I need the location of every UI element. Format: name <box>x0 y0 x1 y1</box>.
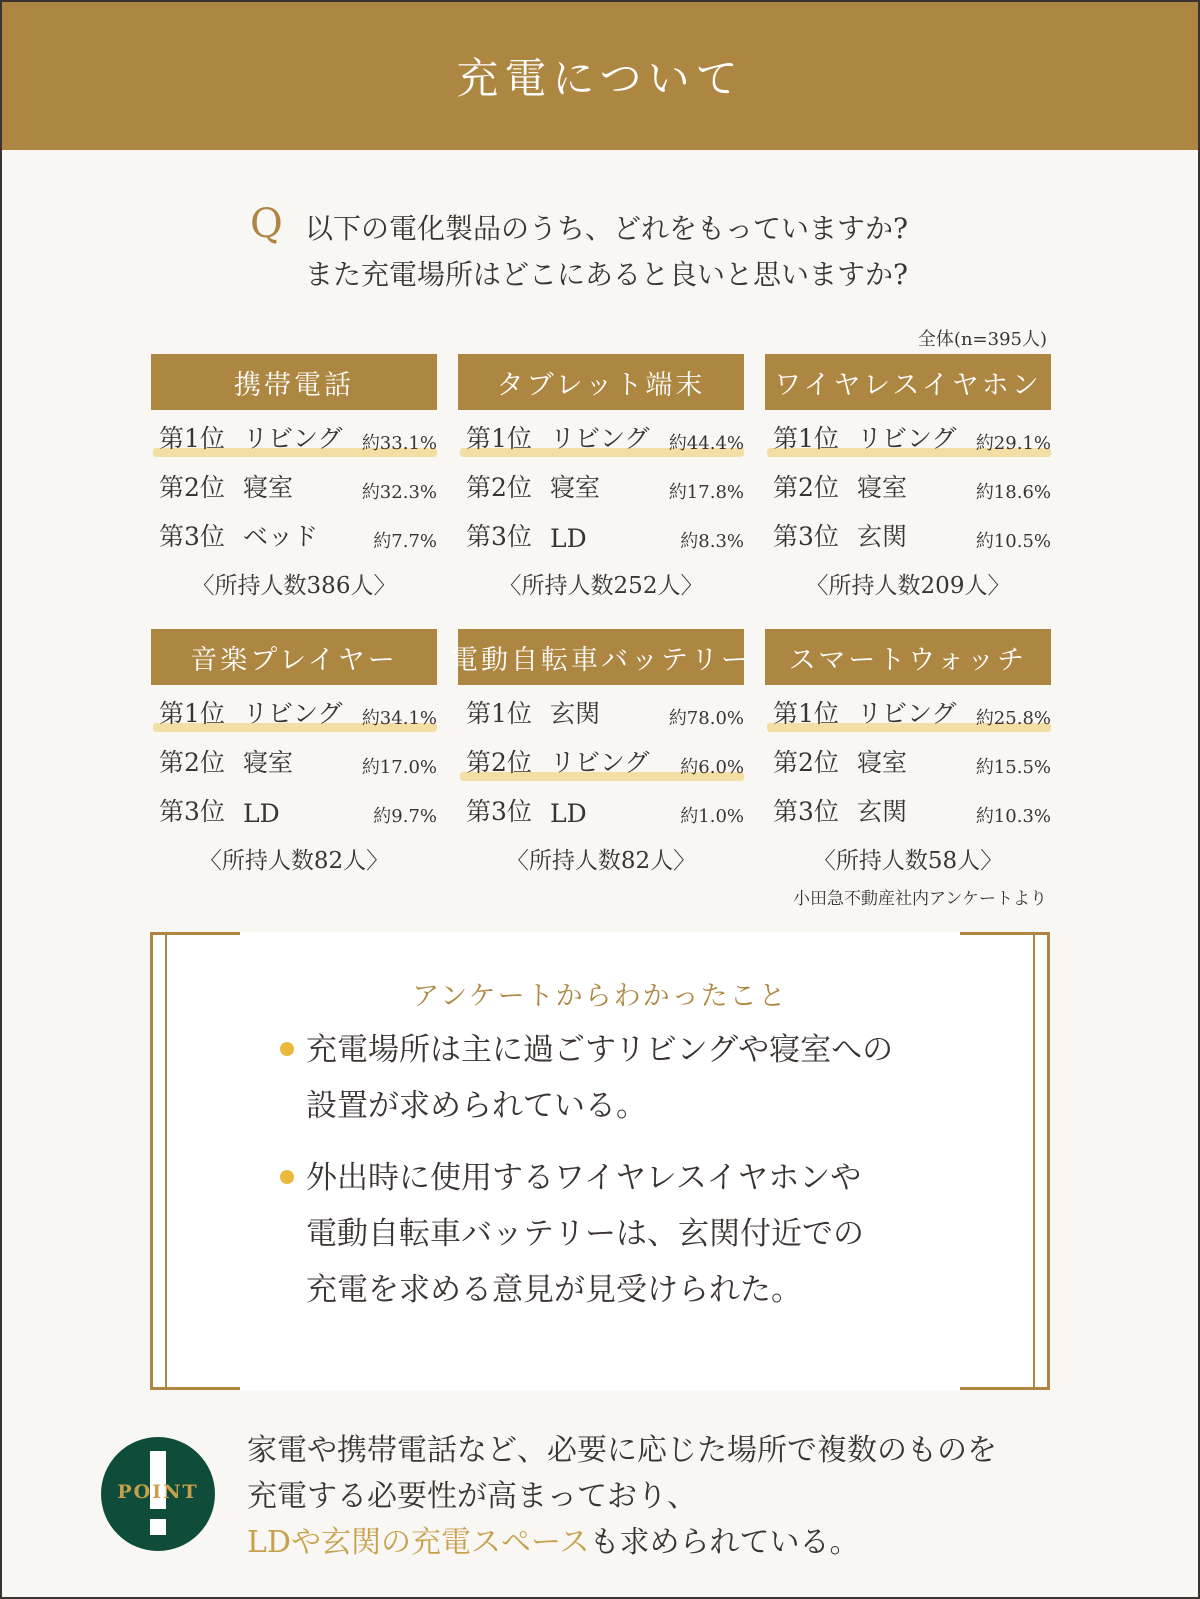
place-name: 寝室 <box>857 473 908 502</box>
rank-label: 第2位 <box>773 748 839 777</box>
question-mark: Q <box>250 201 283 247</box>
card-ebike-battery <box>451 629 751 875</box>
percentage: 約10.3% <box>975 806 1051 827</box>
rank-label: 第3位 <box>773 522 839 551</box>
finding-bullet-1 <box>280 1022 960 1134</box>
rank-row <box>765 783 1051 832</box>
place-name: 寝室 <box>857 748 908 777</box>
point-text <box>247 1428 997 1566</box>
percentage: 約29.1% <box>975 433 1051 454</box>
card-title: ワイヤレスイヤホン <box>765 354 1051 410</box>
rank-row <box>765 734 1051 783</box>
place-name: LD <box>243 799 280 828</box>
rank-row <box>765 410 1051 459</box>
place-name: 寝室 <box>243 473 294 502</box>
point-label: POINT <box>117 1481 199 1503</box>
card-title: 電動自転車バッテリー <box>458 629 744 685</box>
point-accent-text: LDや玄関の充電スペース <box>247 1525 590 1560</box>
rank-label: 第3位 <box>159 797 225 826</box>
percentage: 約8.3% <box>680 531 744 552</box>
rank-label: 第1位 <box>159 424 225 453</box>
card-title: 音楽プレイヤー <box>151 629 437 685</box>
finding-line: 充電場所は主に過ごすリビングや寝室への <box>306 1032 894 1068</box>
place-name: ベッド <box>243 522 319 551</box>
percentage: 約10.5% <box>975 531 1051 552</box>
rank-row <box>151 508 437 557</box>
rank-label: 第3位 <box>773 797 839 826</box>
rank-label: 第3位 <box>159 522 225 551</box>
rank-row <box>458 459 744 508</box>
rank-label: 第1位 <box>159 699 225 728</box>
rank-row <box>458 734 744 783</box>
place-name: リビング <box>550 748 650 777</box>
percentage: 約17.0% <box>361 757 437 778</box>
point-line-2: 充電する必要性が高まっており、 <box>247 1479 697 1514</box>
rank-row <box>151 783 437 832</box>
question-line-1: 以下の電化製品のうち、どれをもっていますか? <box>305 212 909 245</box>
rank-row <box>151 459 437 508</box>
card-mobile-phone <box>151 354 437 600</box>
rank-label: 第1位 <box>773 424 839 453</box>
place-name: LD <box>550 799 587 828</box>
owner-count: 〈所持人数252人〉 <box>498 573 704 599</box>
finding-bullet-2 <box>280 1150 960 1318</box>
rank-row <box>151 685 437 734</box>
percentage: 約25.8% <box>975 708 1051 729</box>
finding-line: 電動自転車バッテリーは、玄関付近での <box>306 1216 864 1252</box>
place-name: 玄関 <box>857 797 908 826</box>
place-name: リビング <box>243 699 343 728</box>
rank-row <box>765 459 1051 508</box>
owner-count: 〈所持人数386人〉 <box>191 573 397 599</box>
place-name: リビング <box>857 699 957 728</box>
card-title: 携帯電話 <box>151 354 437 410</box>
findings-box <box>150 932 1050 1390</box>
rank-label: 第2位 <box>773 473 839 502</box>
card-title: スマートウォッチ <box>765 629 1051 685</box>
card-wireless-earphones <box>765 354 1051 600</box>
place-name: LD <box>550 524 587 553</box>
rank-label: 第1位 <box>466 424 532 453</box>
percentage: 約7.7% <box>373 531 437 552</box>
percentage: 約17.8% <box>668 482 744 503</box>
owner-count: 〈所持人数209人〉 <box>805 573 1011 599</box>
point-line-3-rest: も求められている。 <box>589 1525 860 1560</box>
finding-line: 充電を求める意見が見受けられた。 <box>306 1272 802 1308</box>
place-name: リビング <box>243 424 343 453</box>
rank-row <box>151 410 437 459</box>
percentage: 約9.7% <box>373 806 437 827</box>
rank-label: 第2位 <box>466 473 532 502</box>
rank-label: 第2位 <box>159 473 225 502</box>
place-name: 玄関 <box>857 522 908 551</box>
percentage: 約33.1% <box>361 433 437 454</box>
rank-row <box>765 685 1051 734</box>
finding-line: 外出時に使用するワイヤレスイヤホンや <box>306 1160 862 1196</box>
rank-label: 第3位 <box>466 797 532 826</box>
point-badge <box>101 1437 215 1551</box>
rank-row <box>151 734 437 783</box>
owner-count: 〈所持人数58人〉 <box>812 848 1004 874</box>
place-name: 玄関 <box>550 699 601 728</box>
card-tablet <box>458 354 744 600</box>
bullet-dot-icon <box>280 1042 294 1056</box>
percentage: 約32.3% <box>361 482 437 503</box>
place-name: 寝室 <box>550 473 601 502</box>
percentage: 約1.0% <box>680 806 744 827</box>
rank-label: 第2位 <box>466 748 532 777</box>
source-note: 小田急不動産社内アンケートより <box>793 889 1047 909</box>
point-line-1: 家電や携帯電話など、必要に応じた場所で複数のものを <box>247 1433 997 1468</box>
finding-line: 設置が求められている。 <box>306 1088 647 1124</box>
rank-label: 第1位 <box>773 699 839 728</box>
rank-row <box>765 508 1051 557</box>
place-name: リビング <box>550 424 650 453</box>
percentage: 約34.1% <box>361 708 437 729</box>
rank-row <box>458 685 744 734</box>
rank-row <box>458 508 744 557</box>
point-line-3 <box>247 1520 997 1566</box>
percentage: 約6.0% <box>680 757 744 778</box>
rank-label: 第1位 <box>466 699 532 728</box>
bullet-dot-icon <box>280 1170 294 1184</box>
page-title: 充電について <box>456 54 744 103</box>
percentage: 約15.5% <box>975 757 1051 778</box>
owner-count: 〈所持人数82人〉 <box>505 848 697 874</box>
percentage: 約44.4% <box>668 433 744 454</box>
header-banner <box>2 2 1198 150</box>
owner-count: 〈所持人数82人〉 <box>198 848 390 874</box>
card-smartwatch <box>765 629 1051 875</box>
percentage: 約18.6% <box>975 482 1051 503</box>
place-name: リビング <box>857 424 957 453</box>
place-name: 寝室 <box>243 748 294 777</box>
percentage: 約78.0% <box>668 708 744 729</box>
exclamation-dot-icon <box>150 1519 166 1535</box>
question-line-2: また充電場所はどこにあると良いと思いますか? <box>305 258 909 291</box>
question-text <box>305 206 908 298</box>
rank-row <box>458 410 744 459</box>
card-music-player <box>151 629 437 875</box>
rank-row <box>458 783 744 832</box>
rank-label: 第3位 <box>466 522 532 551</box>
rank-label: 第2位 <box>159 748 225 777</box>
findings-title: アンケートからわかったこと <box>412 981 788 1012</box>
sample-size-note: 全体(n=395人) <box>917 329 1047 350</box>
card-title: タブレット端末 <box>458 354 744 410</box>
